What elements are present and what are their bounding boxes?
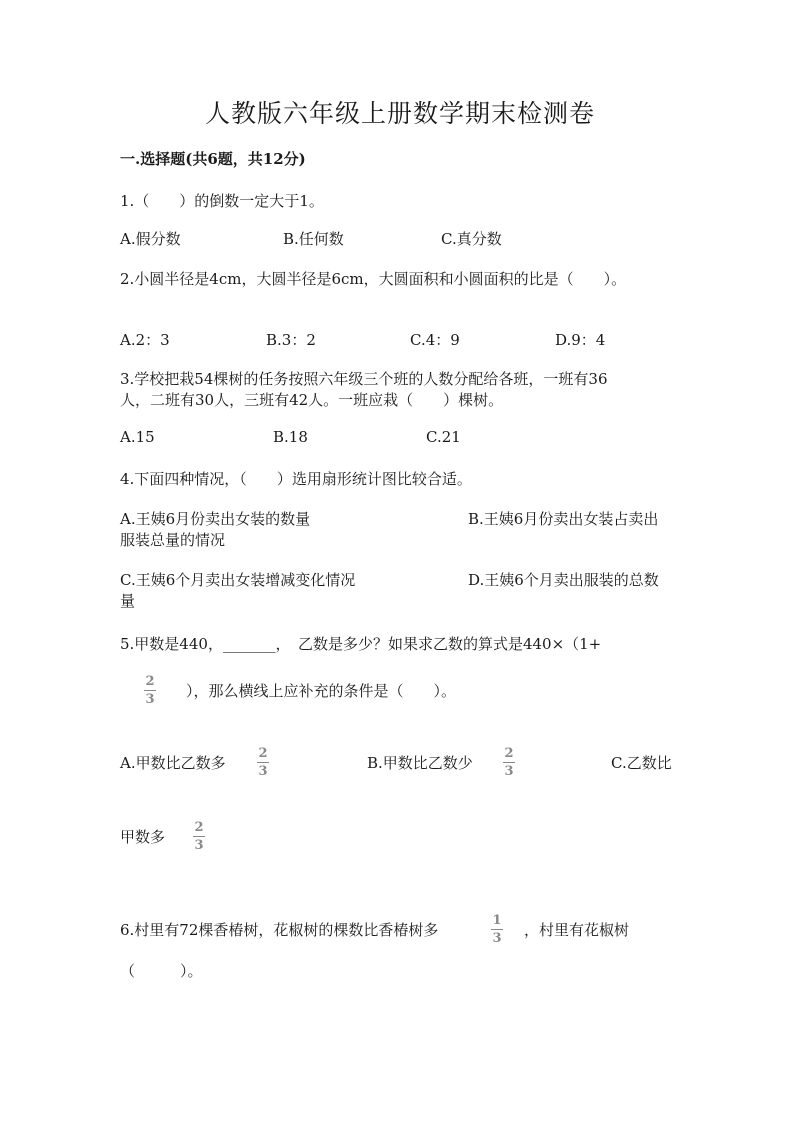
- fraction-denominator: 3: [145, 692, 155, 707]
- question-4-option-a: A.王姨6月份卖出女装的数量: [120, 510, 311, 528]
- page-title: 人教版六年级上册数学期末检测卷: [204, 99, 595, 128]
- fraction-denominator: 3: [194, 838, 204, 853]
- fraction-numerator: 1: [492, 913, 502, 928]
- question-3-option-b: B.18: [273, 428, 308, 446]
- question-5-text-line-1: 5.甲数是440，_______， 乙数是多少？如果求乙数的算式是440×（1+: [120, 635, 602, 653]
- question-6-text-line-1b: ，村里有花椒树: [524, 921, 630, 939]
- question-3-text-line-2: 人，二班有30人，三班有42人。一班应栽（ ）棵树。: [120, 391, 504, 409]
- question-3-option-c: C.21: [426, 428, 461, 446]
- question-3-option-a: A.15: [120, 428, 155, 446]
- question-2-option-a: A.2：3: [120, 331, 170, 349]
- question-5-option-c-fraction: [193, 820, 205, 853]
- fraction-numerator: 2: [145, 674, 155, 689]
- question-5-option-c-line-1: C.乙数比: [611, 754, 672, 772]
- fraction-numerator: 2: [194, 820, 204, 835]
- fraction-numerator: 2: [258, 746, 268, 761]
- fraction-numerator: 2: [504, 746, 514, 761]
- question-1-option-b: B.任何数: [283, 230, 344, 248]
- question-4-option-d-line-1: D.王姨6个月卖出服装的总数: [468, 571, 659, 589]
- question-2-option-c: C.4：9: [410, 331, 460, 349]
- question-5-fraction: [144, 674, 156, 707]
- question-4-text: 4.下面四种情况，（ ）选用扇形统计图比较合适。: [120, 470, 472, 488]
- question-5-option-a-fraction: [257, 746, 269, 779]
- question-2-option-b: B.3：2: [266, 331, 316, 349]
- fraction-denominator: 3: [258, 764, 268, 779]
- question-6-fraction: [491, 913, 503, 946]
- fraction-bar: [257, 762, 269, 763]
- fraction-bar: [144, 690, 156, 691]
- fraction-bar: [193, 836, 205, 837]
- question-4-option-b-line-2: 服装总量的情况: [120, 531, 226, 549]
- question-3-text-line-1: 3.学校把栽54棵树的任务按照六年级三个班的人数分配给各班，一班有36: [120, 370, 608, 388]
- question-5-option-b: B.甲数比乙数少: [367, 754, 473, 772]
- question-6-text-line-2: （ ）。: [120, 962, 203, 980]
- fraction-denominator: 3: [492, 931, 502, 946]
- question-2-text: 2.小圆半径是4cm，大圆半径是6cm，大圆面积和小圆面积的比是（ ）。: [120, 270, 627, 288]
- question-5-option-c-line-2: 甲数多: [120, 828, 166, 846]
- section-heading: 一.选择题(共6题，共12分): [120, 150, 306, 168]
- question-6-text-line-1a: 6.村里有72棵香椿树，花椒树的棵数比香椿树多: [120, 921, 439, 939]
- fraction-bar: [491, 929, 503, 930]
- question-1-option-c: C.真分数: [441, 230, 502, 248]
- question-2-option-d: D.9：4: [555, 331, 606, 349]
- question-1-text: 1.（ ）的倒数一定大于1。: [120, 192, 324, 210]
- question-4-option-c: C.王姨6个月卖出女装增减变化情况: [120, 571, 356, 589]
- question-5-text-line-2: ），那么横线上应补充的条件是（ ）。: [186, 682, 457, 700]
- question-5-option-b-fraction: [503, 746, 515, 779]
- question-4-option-d-line-2: 量: [120, 592, 136, 610]
- question-4-option-b-line-1: B.王姨6月份卖出女装占卖出: [468, 510, 659, 528]
- fraction-bar: [503, 762, 515, 763]
- question-1-option-a: A.假分数: [120, 230, 181, 248]
- question-5-option-a: A.甲数比乙数多: [120, 754, 226, 772]
- fraction-denominator: 3: [504, 764, 514, 779]
